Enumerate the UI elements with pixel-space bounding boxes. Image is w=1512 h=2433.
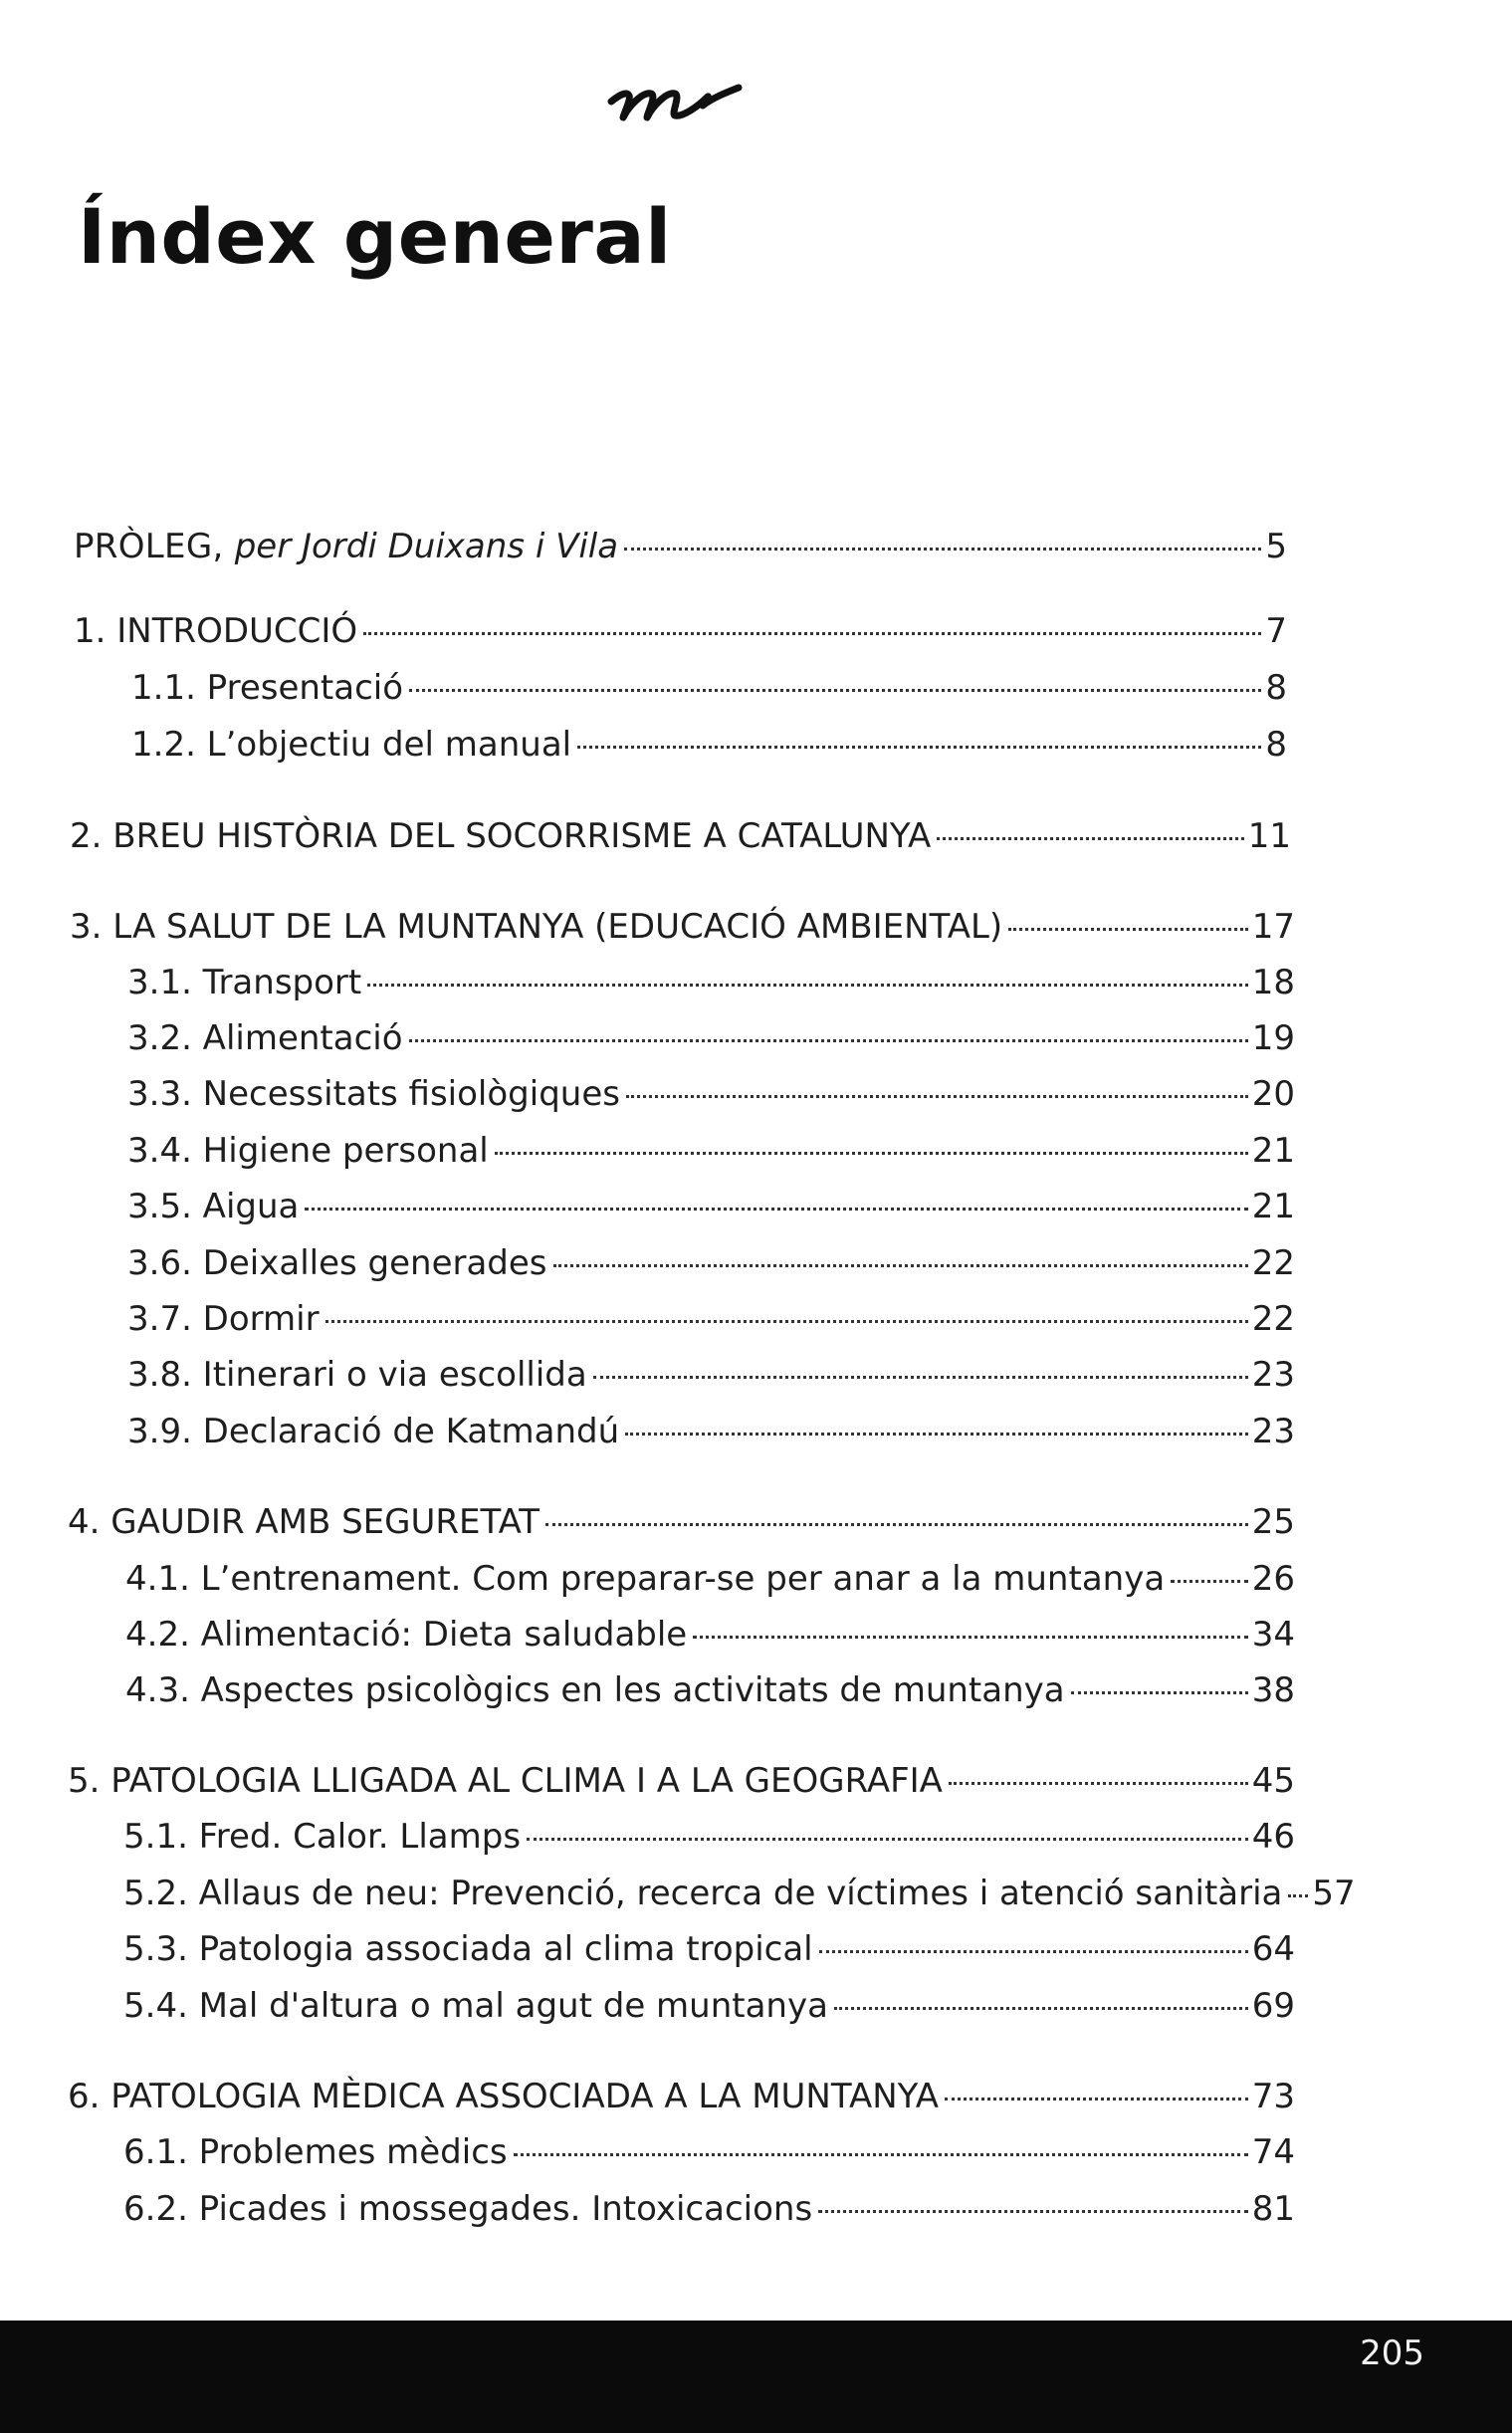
toc-entry-section-4-3[interactable] <box>125 1668 1295 1712</box>
toc-entry-label: 3.4. Higiene personal <box>127 1131 489 1171</box>
toc-entry-page: 73 <box>1251 2077 1295 2116</box>
page-number: 205 <box>1360 2333 1424 2373</box>
toc-entry-section-5-3[interactable] <box>123 1927 1295 1971</box>
dot-leader <box>363 632 1261 635</box>
toc-entry-page: 45 <box>1251 1761 1295 1801</box>
toc-entry-label: 3.9. Declaració de Katmandú <box>127 1412 620 1451</box>
dot-leader <box>409 1039 1248 1042</box>
toc-entry-label: 5.4. Mal d'altura o mal agut de muntanya <box>123 1986 828 2026</box>
toc-entry-page: 64 <box>1251 1929 1295 1969</box>
toc-entry-page: 26 <box>1251 1559 1295 1599</box>
dot-leader <box>527 1838 1248 1841</box>
script-m-logo <box>603 58 762 127</box>
toc-entry-chapter-5[interactable] <box>68 1759 1295 1803</box>
dot-leader <box>1288 1894 1308 1897</box>
toc-entry-page: 17 <box>1251 907 1295 947</box>
toc-entry-page: 8 <box>1265 668 1287 708</box>
dot-leader <box>514 2153 1248 2156</box>
toc-entry-section-5-4[interactable] <box>123 1984 1295 2028</box>
toc-entry-author: per Jordi Duixans i Vila <box>234 527 619 566</box>
toc-entry-section-3-1[interactable] <box>127 961 1295 1004</box>
toc-entry-label: 5.2. Allaus de neu: Prevenció, recerca de víctimes i atenció sanitària <box>123 1874 1283 1913</box>
toc-entry-label: 3.3. Necessitats fisiològiques <box>127 1074 620 1114</box>
toc-entry-label: 2. BREU HISTÒRIA DEL SOCORRISME A CATALUNYA <box>70 816 932 856</box>
toc-entry-label: 6.1. Problemes mèdics <box>123 2132 508 2172</box>
toc-entry-chapter-2[interactable] <box>70 814 1291 858</box>
dot-leader <box>325 1320 1248 1323</box>
toc-entry-page: 7 <box>1265 611 1287 651</box>
toc-entry-label: 4.3. Aspectes psicològics en les activitats de muntanya <box>125 1670 1065 1710</box>
toc-entry-page: 22 <box>1251 1299 1295 1339</box>
dot-leader <box>818 2210 1248 2213</box>
toc-entry-section-5-1[interactable] <box>123 1815 1295 1859</box>
dot-leader <box>1171 1580 1248 1583</box>
toc-entry-page: 23 <box>1251 1355 1295 1395</box>
toc-entry-section-3-5[interactable] <box>127 1185 1295 1228</box>
toc-entry-label: 1. INTRODUCCIÓ <box>74 611 358 651</box>
dot-leader <box>834 2007 1248 2010</box>
toc-entry-section-3-2[interactable] <box>127 1016 1295 1060</box>
toc-entry-page: 19 <box>1251 1018 1295 1058</box>
toc-entry-page: 18 <box>1251 963 1295 1002</box>
toc-entry-section-4-2[interactable] <box>125 1613 1295 1657</box>
dot-leader <box>545 1523 1248 1526</box>
toc-entry-section-3-4[interactable] <box>127 1129 1295 1173</box>
toc-entry-page: 5 <box>1265 527 1287 566</box>
dot-leader <box>949 1782 1248 1785</box>
toc-entry-page: 23 <box>1251 1412 1295 1451</box>
toc-entry-page: 21 <box>1251 1187 1295 1226</box>
toc-entry-section-3-9[interactable] <box>127 1410 1295 1453</box>
dot-leader <box>819 1950 1248 1953</box>
dot-leader <box>577 746 1261 749</box>
dot-leader <box>624 548 1261 551</box>
dot-leader <box>626 1095 1248 1098</box>
dot-leader <box>945 2098 1248 2101</box>
toc-entry-label: 1.1. Presentació <box>131 668 404 708</box>
toc-entry-label: 3. LA SALUT DE LA MUNTANYA (EDUCACIÓ AMBIENTAL) <box>70 907 1003 947</box>
dot-leader <box>409 689 1261 692</box>
toc-entry-chapter-4[interactable] <box>68 1500 1295 1544</box>
toc-entry-label: 3.5. Aigua <box>127 1187 300 1226</box>
toc-entry-page: 69 <box>1251 1986 1295 2026</box>
toc-entry-page: 34 <box>1251 1615 1295 1655</box>
toc-entry-label: 3.8. Itinerari o via escollida <box>127 1355 587 1395</box>
toc-entry-section-3-7[interactable] <box>127 1297 1295 1341</box>
toc-entry-page: 21 <box>1251 1131 1295 1171</box>
toc-entry-page: 8 <box>1265 725 1287 765</box>
dot-leader <box>593 1376 1248 1379</box>
toc-entry-section-3-3[interactable] <box>127 1072 1295 1116</box>
toc-entry-section-6-2[interactable] <box>123 2187 1295 2231</box>
toc-entry-label: 5.3. Patologia associada al clima tropical <box>123 1929 813 1969</box>
toc-entry-chapter-6[interactable] <box>68 2075 1295 2118</box>
toc-entry-page: 38 <box>1251 1670 1295 1710</box>
toc-entry-label: PRÒLEG, <box>74 527 235 566</box>
toc-entry-label: 3.7. Dormir <box>127 1299 320 1339</box>
dot-leader <box>937 837 1243 840</box>
toc-entry-section-5-2[interactable] <box>123 1872 1356 1915</box>
dot-leader <box>1071 1691 1248 1694</box>
toc-entry-page: 11 <box>1247 816 1291 856</box>
dot-leader <box>305 1208 1247 1211</box>
toc-entry-label: 4.2. Alimentació: Dieta saludable <box>125 1615 688 1655</box>
toc-entry-page: 57 <box>1312 1874 1356 1913</box>
toc-entry-section-6-1[interactable] <box>123 2130 1295 2174</box>
toc-entry-chapter-3[interactable] <box>70 905 1295 949</box>
toc-entry-label: 1.2. L’objectiu del manual <box>131 725 572 765</box>
toc-entry-page: 46 <box>1251 1817 1295 1857</box>
toc-entry-page: 25 <box>1251 1502 1295 1542</box>
toc-entry-page: 81 <box>1251 2189 1295 2229</box>
toc-entry-page: 22 <box>1251 1243 1295 1283</box>
dot-leader <box>1008 928 1248 931</box>
toc-entry-label: 6. PATOLOGIA MÈDICA ASSOCIADA A LA MUNTANYA <box>68 2077 940 2116</box>
toc-entry-section-1-2[interactable] <box>131 723 1287 767</box>
toc-entry-section-3-8[interactable] <box>127 1353 1295 1397</box>
toc-entry-chapter-1[interactable] <box>74 609 1287 653</box>
toc-entry-page: 20 <box>1251 1074 1295 1114</box>
dot-leader <box>495 1152 1248 1155</box>
page-title: Índex general <box>78 192 672 281</box>
toc-entry-label: 3.6. Deixalles generades <box>127 1243 547 1283</box>
toc-entry-page: 74 <box>1251 2132 1295 2172</box>
toc-entry-label: 5.1. Fred. Calor. Llamps <box>123 1817 522 1857</box>
toc-entry-section-1-1[interactable] <box>131 666 1287 710</box>
dot-leader <box>625 1433 1248 1436</box>
toc-entry-section-3-6[interactable] <box>127 1241 1295 1285</box>
dot-leader <box>693 1636 1248 1639</box>
toc-entry-label: 4. GAUDIR AMB SEGURETAT <box>68 1502 540 1542</box>
toc-entry-label: 4.1. L’entrenament. Com preparar-se per anar a la muntanya <box>125 1559 1166 1599</box>
dot-leader <box>553 1264 1248 1267</box>
toc-entry-label: 6.2. Picades i mossegades. Intoxicacions <box>123 2189 813 2229</box>
toc-entry-label: 3.2. Alimentació <box>127 1018 403 1058</box>
toc-entry-section-4-1[interactable] <box>125 1557 1295 1601</box>
footer-bar <box>0 2321 1512 2433</box>
toc-entry-label: 3.1. Transport <box>127 963 362 1002</box>
toc-entry-label: 5. PATOLOGIA LLIGADA AL CLIMA I A LA GEOGRAFIA <box>68 1761 943 1801</box>
toc-entry-prologue[interactable] <box>74 525 1287 568</box>
dot-leader <box>367 984 1248 987</box>
